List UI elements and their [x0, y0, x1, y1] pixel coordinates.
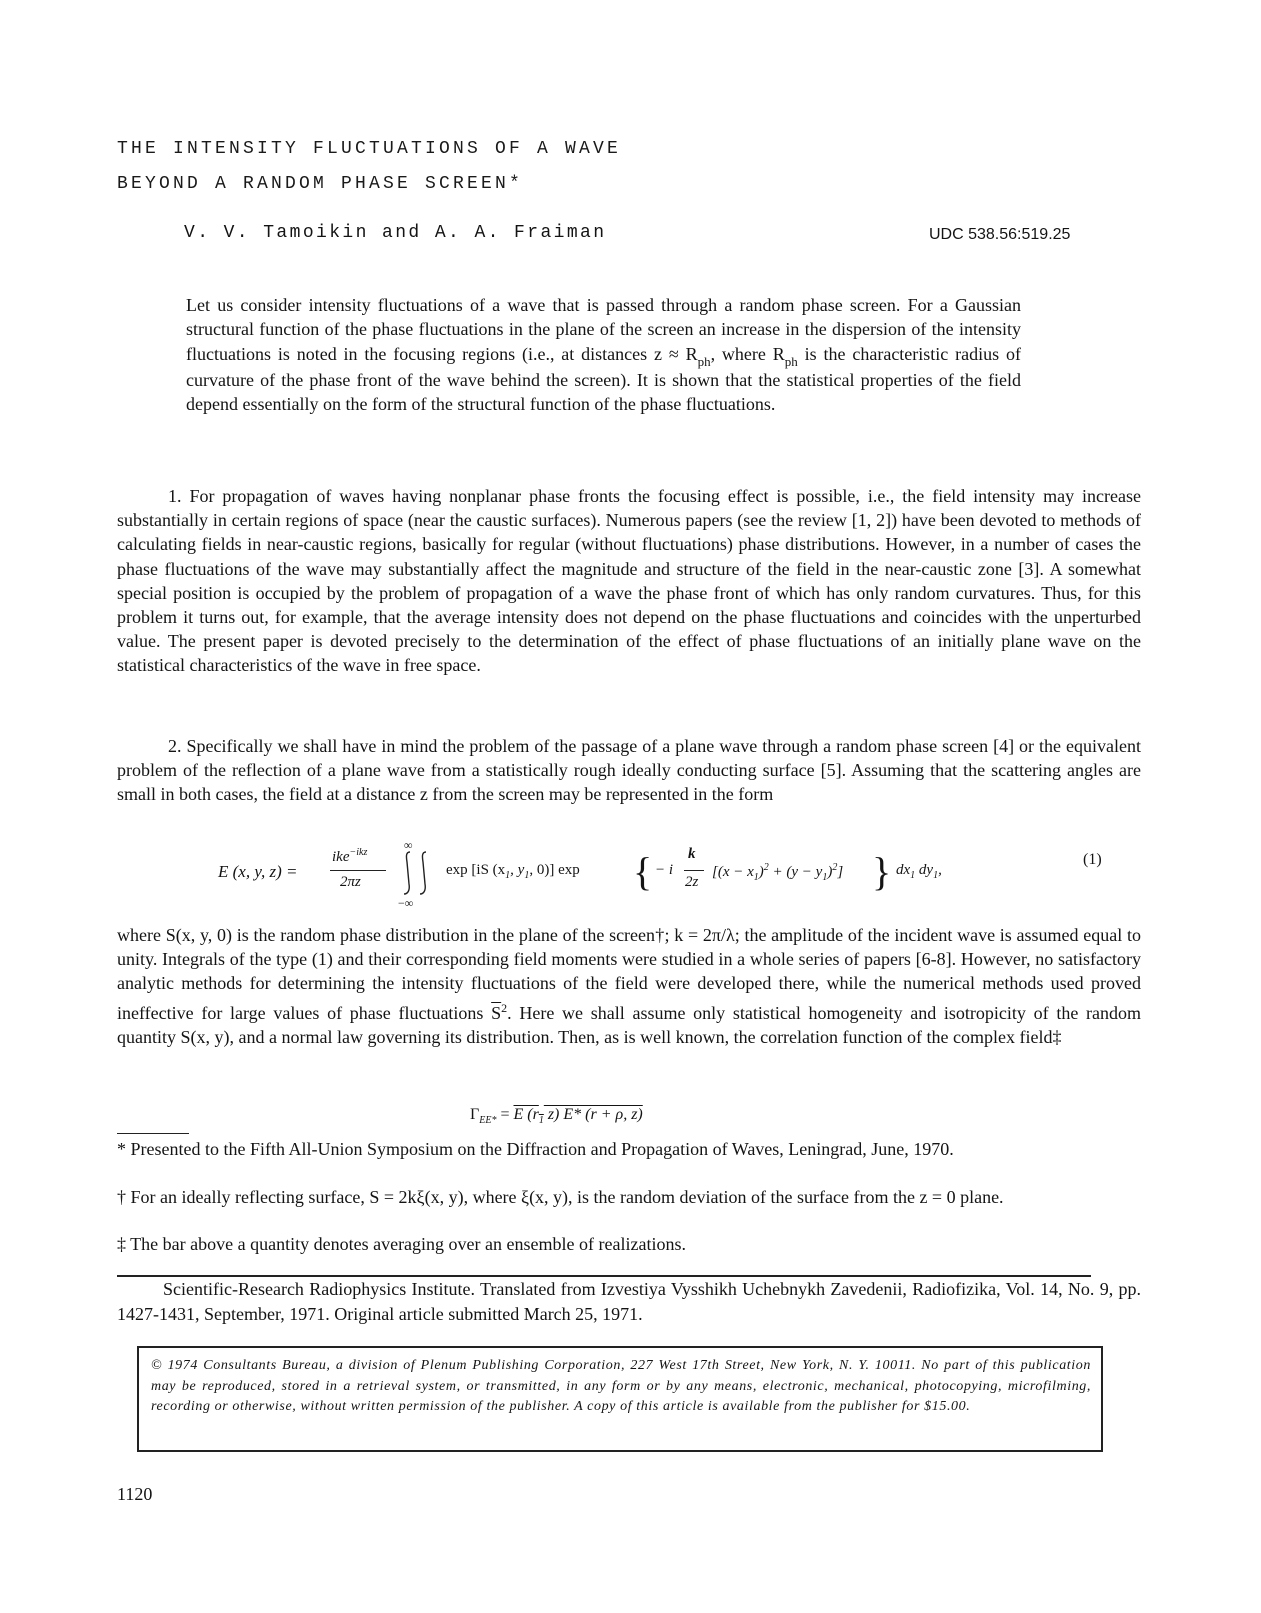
title-line-2: BEYOND A RANDOM PHASE SCREEN*	[117, 174, 524, 194]
eq1-double-integral	[398, 848, 438, 898]
eq1-differentials: $dx_1$ $dy_1$,	[896, 862, 942, 881]
eq1-frac-num: ike$^{-ikz}$	[332, 847, 368, 865]
authors: V. V. Tamoikin and A. A. Fraiman	[184, 223, 607, 243]
footnote-double-dagger: ‡ The bar above a quantity denotes averaging over an ensemble of realizations.	[117, 1234, 686, 1254]
page-number: 1120	[117, 1484, 153, 1504]
section-2-paragraph: 2. Specifically we shall have in mind the problem of the passage of a plane wave through a random phase screen [4] or the equivalent problem of the reflection of a plane wave from a statistically rough ideally conducting surface [5]. Assuming that the scattering angles are small in both cases, the field at a distance z from the screen may be represented in the form	[117, 736, 1141, 805]
equation-2: $\Gamma_{EE*} = E$ ($r_1$ z) E* (r + ρ, z)	[470, 1106, 643, 1127]
eq1-k-den: 2z	[685, 874, 699, 890]
eq1-number: (1)	[1083, 851, 1102, 868]
abstract: Let us consider intensity fluctuations of a wave that is passed through a random phase screen. For a Gaussian structural function of the phase fluctuations in the plane of the screen an increase in the dispersion of the intensity fluctuations is noted in the focusing regions (i.e., at distances $z \approx R_{ph}$, where $R_{ph}$ is the characteristic radius of curvature of the phase front of the wave behind the screen). It is shown that the statistical properties of the field depend essentially on the form of the structural function of the phase fluctuations.	[186, 295, 1021, 415]
section-2-continued: where S(x, y, 0) is the random phase distribution in the plane of the screen†; k = 2π/λ; the amplitude of the incident wave is assumed equal to unity. Integrals of the type (1) and their corresponding field moments were studied in a whole series of papers [6-8]. However, no satisfactory analytic methods for determining the intensity fluctuations of the field were developed there, while the numerical methods used proved ineffective for large values of phase fluctuations $\overline{S}^2$. Here we shall assume only statistical homogeneity and isotropicity of the random quantity S(x, y), and a normal law governing its distribution. Then, as is well known, the correlation function of the complex field‡	[117, 925, 1142, 1047]
eq1-left-brace: {	[633, 849, 653, 894]
copyright-box	[137, 1346, 1103, 1452]
eq1-integrand: exp [iS ($x_1$, $y_1$, 0)] exp	[446, 862, 580, 881]
copyright-notice: © 1974 Consultants Bureau, a division of Plenum Publishing Corporation, 227 West 17th Street, New York, N. Y. 10011. No part of this publication may be reproduced, stored in a retrieval system, or transmitted, in any form or by any means, electronic, mechanical, photocopying, microfilming, recording or otherwise, without written permission of the publisher. A copy of this article is available from the publisher for $15.00.	[151, 1358, 1091, 1414]
translation-credit: Scientific-Research Radiophysics Institute. Translated from Izvestiya Vysshikh Uchebnykh Zavedenii, Radiofizika, Vol. 14, No. 9, pp. 1427-1431, September, 1971. Original article submitted March 25, 1971.	[117, 1279, 1141, 1324]
eq1-right-brace: }	[872, 849, 892, 894]
eq1-frac-bar	[330, 870, 386, 871]
udc-code: UDC 538.56:519.25	[929, 226, 1071, 243]
eq1-bracket: $[(x - x_1)^2 + (y - y_1)^2]$	[712, 862, 844, 883]
eq1-int-lower: −∞	[398, 896, 414, 910]
footnote-separator	[117, 1133, 189, 1134]
footnote-dagger: † For an ideally reflecting surface, S = 2kξ(x, y), where ξ(x, y), is the random deviation of the surface from the z = 0 plane.	[117, 1187, 1004, 1207]
eq1-int-upper: ∞	[404, 838, 413, 852]
eq1-frac-den: 2πz	[340, 874, 361, 890]
eq1-k-num: k	[688, 846, 696, 862]
eq1-lhs: E (x, y, z) =	[218, 862, 298, 881]
footnote-star: * Presented to the Fifth All-Union Symposium on the Diffraction and Propagation of Waves, Leningrad, June, 1970.	[117, 1139, 954, 1159]
eq1-k-bar	[684, 870, 704, 871]
title-line-1: THE INTENSITY FLUCTUATIONS OF A WAVE	[117, 139, 622, 159]
eq1-minus-i: − i	[655, 862, 674, 878]
section-1-paragraph: 1. For propagation of waves having nonplanar phase fronts the focusing effect is possible, i.e., the field intensity may increase substantially in certain regions of space (near the caustic surfaces). Numerous papers (see the review [1, 2]) have been devoted to methods of calculating fields in near-caustic regions, basically for regular (without fluctuations) phase distributions. However, in a number of cases the phase fluctuations of the wave may substantially affect the magnitude and structure of the field in the near-caustic zone [3]. A somewhat special position is occupied by the problem of propagation of a wave the phase front of which has only random curvatures. Thus, for this problem it turns out, for example, that the average intensity does not depend on the phase fluctuations and coincides with the unperturbed value. The present paper is devoted precisely to the determination of the effect of phase fluctuations of an initially plane wave on the statistical characteristics of the wave in free space.	[117, 486, 1141, 676]
